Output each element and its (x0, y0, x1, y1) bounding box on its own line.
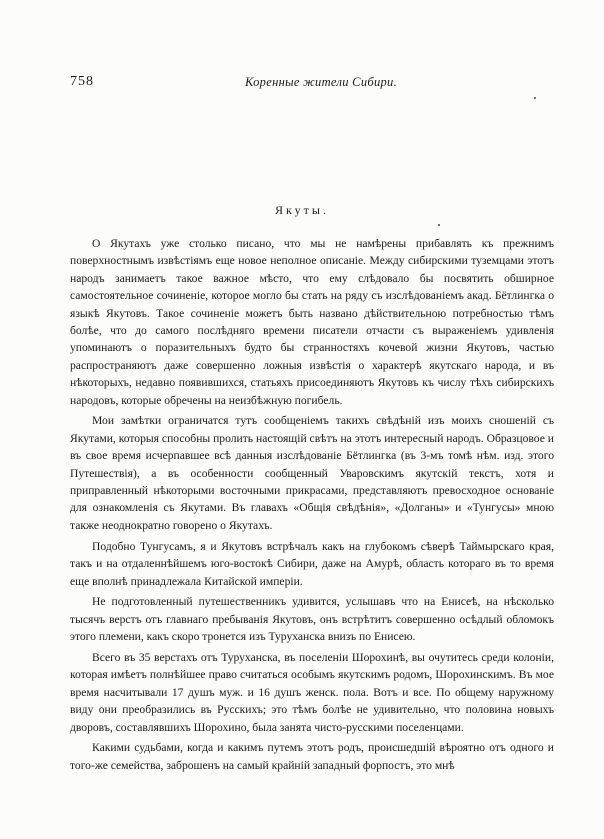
paragraph: Мои замѣтки ограничатся тутъ сообщеніемъ такихъ свѣдѣній изъ моихъ сношеній съ Якутами, которыя способны пролить настоящій свѣтъ на этотъ интересный народъ. Образцовое и въ свое время исчерпавшее всѣ данныя изслѣдованіе Бётлингка (въ 3-мъ томѣ нѣм. изд. этого Путешествія), а въ особенности сообщенный Уваровскимъ якутскій текстъ, хотя и приправленный нѣкоторыми восточными прикрасами, представляютъ превосходное основаніе для ознакомленія съ Якутами. Въ главахъ «Общія свѣдѣнія», «Долганы» и «Тунгусы» мною также неоднократно говорено о Якутахъ. (70, 414, 554, 532)
paragraph: Всего въ 35 верстахъ отъ Туруханска, въ поселеніи Шорохинѣ, вы очутитесь среди колоніи, которая имѣетъ полнѣйшее право считаться особымъ якутскимъ родомъ, Шорохинскимъ. Въ мое время насчитывали 17 душъ муж. и 16 душъ женск. пола. Вотъ и все. По общему наружному виду они преобразились въ Русскихъ; это тѣмъ болѣе не удивительно, что половина новыхъ дворовъ, составлявшихъ Шорохино, была занята чисто-русскими поселенцами. (70, 650, 554, 734)
paragraph: Не подготовленный путешественникъ удивится, услышавъ что на Енисеѣ, на нѣсколько тысячъ верстъ отъ главнаго пребыванія Якутовъ, онъ встрѣтитъ совершенно осѣдлый обломокъ этого племени, какъ скоро тронется изъ Туруханска внизъ по Енисею. (70, 595, 554, 644)
section-title: Якуты. (275, 203, 329, 217)
paragraph: Подобно Тунгусамъ, я и Якутовъ встрѣчалъ какъ на глубокомъ сѣверѣ Таймырскаго края, такъ и на отдаленнѣйшемъ юго-востокѣ Сибири, даже на Амурѣ, область котораго въ то время еще вполнѣ принадлежала Китайской имперіи. (70, 539, 554, 588)
body-text (70, 235, 554, 778)
page-number: 758 (70, 74, 94, 89)
page-header (60, 74, 560, 94)
print-speck (438, 224, 440, 226)
paragraph: Какими судьбами, когда и какимъ путемъ этотъ родъ, происшедшій вѣроятно отъ одного и того-же семейства, заброшенъ на самый крайній западный форпостъ, это мнѣ (70, 741, 554, 772)
running-title: Коренные жители Сибири. (245, 75, 398, 89)
print-speck (534, 97, 536, 99)
paragraph: О Якутахъ уже столько писано, что мы не намѣрены прибавлять къ прежнимъ поверхностнымъ извѣстіямъ еще новое неполное описаніе. Между сибирскими туземцами этотъ народъ занимаетъ такое важное мѣсто, что ему слѣдовало бы посвятить обширное самостоятельное сочиненіе, которое могло бы стать на ряду съ изслѣдованіемъ акад. Бётлингка о языкѣ Якутовъ. Такое сочиненіе можетъ быть названо дѣйствительною потребностью тѣмъ болѣе, что до самого послѣдняго времени писатели отчасти съ выраженіемъ удивленія упоминаютъ о поразительныхъ будто бы странностяхъ кочевой жизни Якутовъ, частью распространяютъ даже совершенно ложныя извѣстія о характерѣ якутскаго народа, и въ нѣкоторыхъ, недавно появившихся, статьяхъ присоединяютъ Якутовъ къ числу тѣхъ сибирскихъ народовъ, которые обречены на неизбѣжную погибель. (70, 237, 554, 407)
